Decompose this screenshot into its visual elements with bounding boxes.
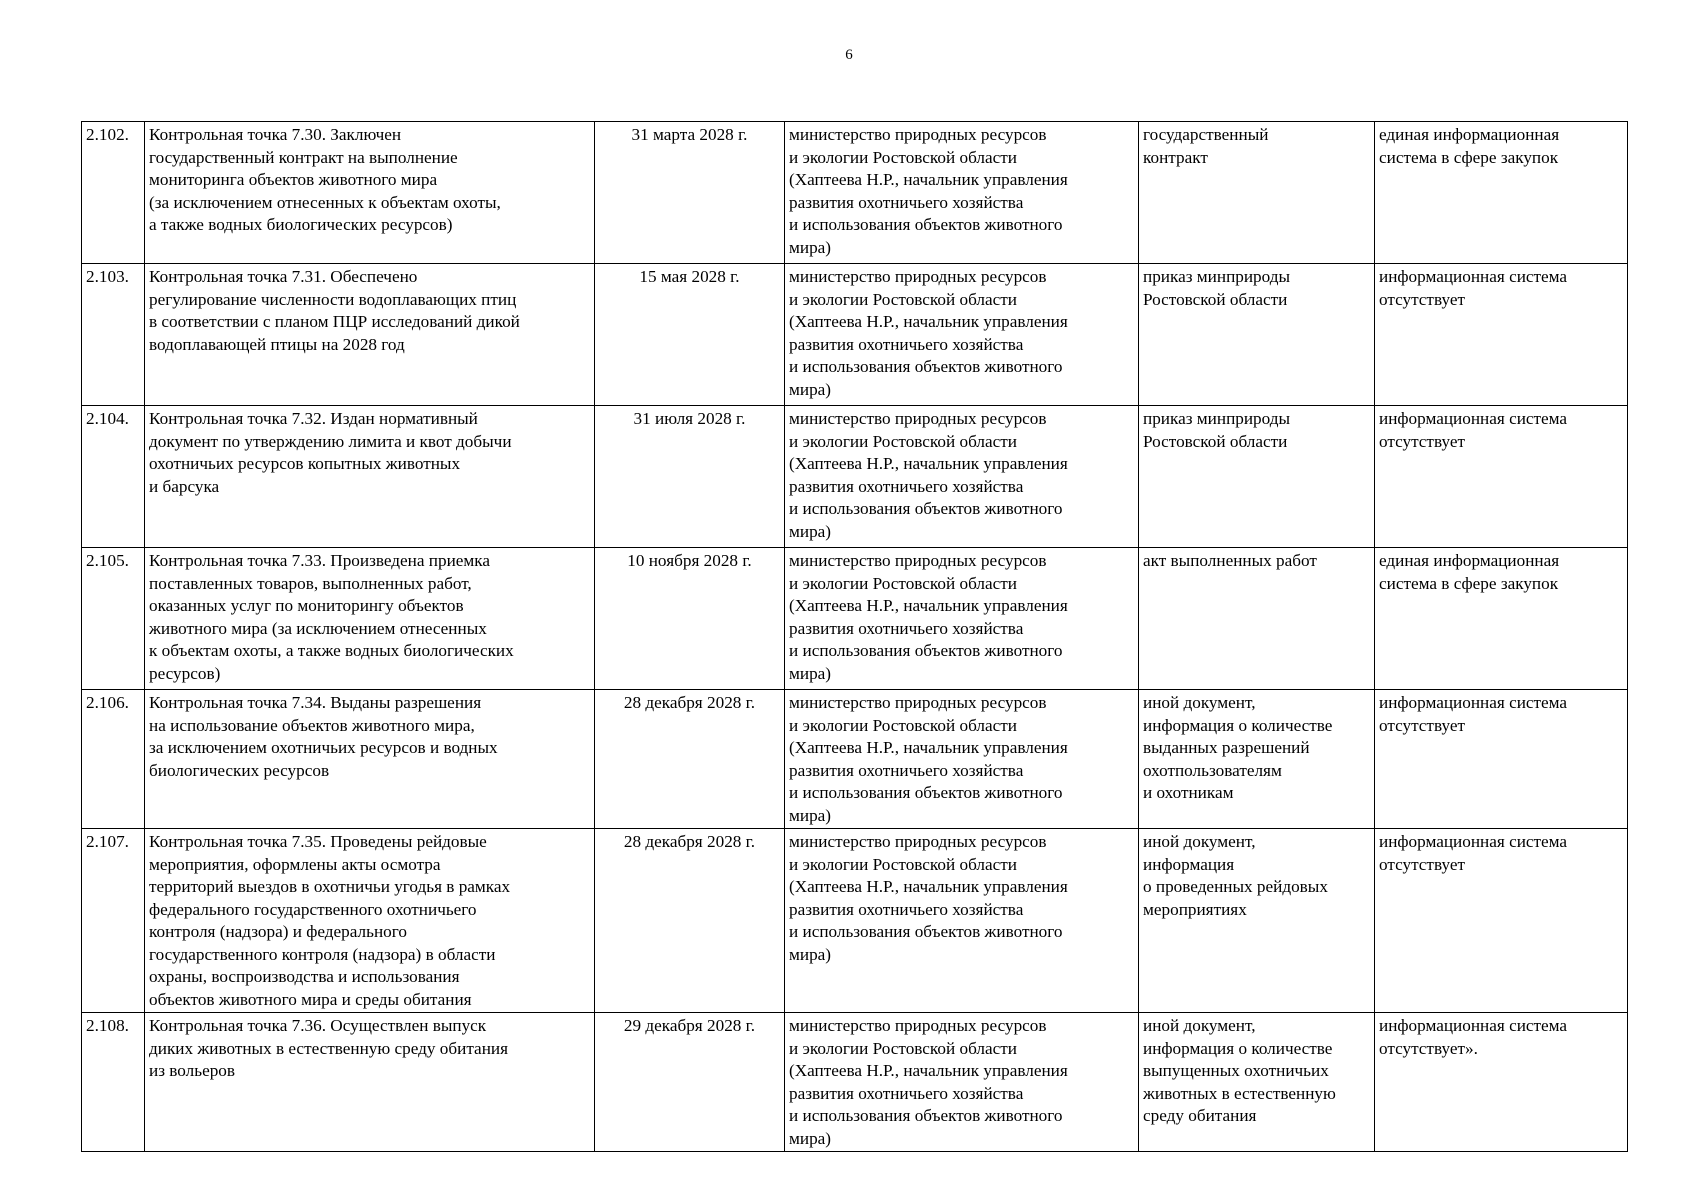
document-cell: иной документ, информация о проведенных рейдовых мероприятиях bbox=[1139, 829, 1375, 1013]
responsible-cell: министерство природных ресурсов и экологии Ростовской области (Хаптеева Н.Р., начальник управления развития охотничьего хозяйства и использования объектов животного мира) bbox=[785, 690, 1139, 829]
row-number: 2.106. bbox=[82, 690, 145, 829]
info-system-cell: информационная система отсутствует bbox=[1375, 829, 1628, 1013]
deadline-cell: 31 июля 2028 г. bbox=[595, 406, 785, 548]
row-number: 2.108. bbox=[82, 1013, 145, 1152]
document-cell: иной документ, информация о количестве выданных разрешений охотпользователям и охотникам bbox=[1139, 690, 1375, 829]
event-cell: Контрольная точка 7.31. Обеспечено регулирование численности водоплавающих птиц в соответствии с планом ПЦР исследований дикой водоплавающей птицы на 2028 год bbox=[145, 264, 595, 406]
info-system-cell: информационная система отсутствует». bbox=[1375, 1013, 1628, 1152]
info-system-cell: информационная система отсутствует bbox=[1375, 690, 1628, 829]
row-number: 2.105. bbox=[82, 548, 145, 690]
responsible-cell: министерство природных ресурсов и экологии Ростовской области (Хаптеева Н.Р., начальник управления развития охотничьего хозяйства и использования объектов животного мира) bbox=[785, 1013, 1139, 1152]
table-row bbox=[82, 264, 1628, 406]
responsible-cell: министерство природных ресурсов и экологии Ростовской области (Хаптеева Н.Р., начальник управления развития охотничьего хозяйства и использования объектов животного мира) bbox=[785, 829, 1139, 1013]
row-number: 2.107. bbox=[82, 829, 145, 1013]
responsible-cell: министерство природных ресурсов и экологии Ростовской области (Хаптеева Н.Р., начальник управления развития охотничьего хозяйства и использования объектов животного мира) bbox=[785, 122, 1139, 264]
event-cell: Контрольная точка 7.30. Заключен государственный контракт на выполнение мониторинга объектов животного мира (за исключением отнесенных к объектам охоты, а также водных биологических ресурсов) bbox=[145, 122, 595, 264]
info-system-cell: информационная система отсутствует bbox=[1375, 264, 1628, 406]
responsible-cell: министерство природных ресурсов и экологии Ростовской области (Хаптеева Н.Р., начальник управления развития охотничьего хозяйства и использования объектов животного мира) bbox=[785, 548, 1139, 690]
table-row bbox=[82, 122, 1628, 264]
row-number: 2.104. bbox=[82, 406, 145, 548]
table-row bbox=[82, 1013, 1628, 1152]
deadline-cell: 29 декабря 2028 г. bbox=[595, 1013, 785, 1152]
event-cell: Контрольная точка 7.34. Выданы разрешения на использование объектов животного мира, за исключением охотничьих ресурсов и водных биологических ресурсов bbox=[145, 690, 595, 829]
deadline-cell: 31 марта 2028 г. bbox=[595, 122, 785, 264]
event-cell: Контрольная точка 7.32. Издан нормативный документ по утверждению лимита и квот добычи охотничьих ресурсов копытных животных и барсука bbox=[145, 406, 595, 548]
deadline-cell: 28 декабря 2028 г. bbox=[595, 829, 785, 1013]
info-system-cell: единая информационная система в сфере закупок bbox=[1375, 122, 1628, 264]
event-cell: Контрольная точка 7.36. Осуществлен выпуск диких животных в естественную среду обитания из вольеров bbox=[145, 1013, 595, 1152]
deadline-cell: 10 ноября 2028 г. bbox=[595, 548, 785, 690]
deadline-cell: 28 декабря 2028 г. bbox=[595, 690, 785, 829]
event-cell: Контрольная точка 7.35. Проведены рейдовые мероприятия, оформлены акты осмотра территорий выездов в охотничьи угодья в рамках федерального государственного охотничьего контроля (надзора) и федерального государственного контроля (надзора) в области охраны, воспроизводства и использования объектов животного мира и среды обитания bbox=[145, 829, 595, 1013]
responsible-cell: министерство природных ресурсов и экологии Ростовской области (Хаптеева Н.Р., начальник управления развития охотничьего хозяйства и использования объектов животного мира) bbox=[785, 264, 1139, 406]
row-number: 2.102. bbox=[82, 122, 145, 264]
info-system-cell: единая информационная система в сфере закупок bbox=[1375, 548, 1628, 690]
document-cell: приказ минприроды Ростовской области bbox=[1139, 406, 1375, 548]
event-cell: Контрольная точка 7.33. Произведена приемка поставленных товаров, выполненных работ, оказанных услуг по мониторингу объектов животного мира (за исключением отнесенных к объектам охоты, а также водных биологических ресурсов) bbox=[145, 548, 595, 690]
table-row bbox=[82, 548, 1628, 690]
deadline-cell: 15 мая 2028 г. bbox=[595, 264, 785, 406]
table-row bbox=[82, 829, 1628, 1013]
document-cell: приказ минприроды Ростовской области bbox=[1139, 264, 1375, 406]
page-number: 6 bbox=[845, 47, 853, 63]
document-cell: акт выполненных работ bbox=[1139, 548, 1375, 690]
table-row bbox=[82, 406, 1628, 548]
control-points-table bbox=[81, 121, 1628, 1152]
info-system-cell: информационная система отсутствует bbox=[1375, 406, 1628, 548]
responsible-cell: министерство природных ресурсов и экологии Ростовской области (Хаптеева Н.Р., начальник управления развития охотничьего хозяйства и использования объектов животного мира) bbox=[785, 406, 1139, 548]
document-cell: государственный контракт bbox=[1139, 122, 1375, 264]
table-row bbox=[82, 690, 1628, 829]
document-cell: иной документ, информация о количестве выпущенных охотничьих животных в естественную среду обитания bbox=[1139, 1013, 1375, 1152]
row-number: 2.103. bbox=[82, 264, 145, 406]
